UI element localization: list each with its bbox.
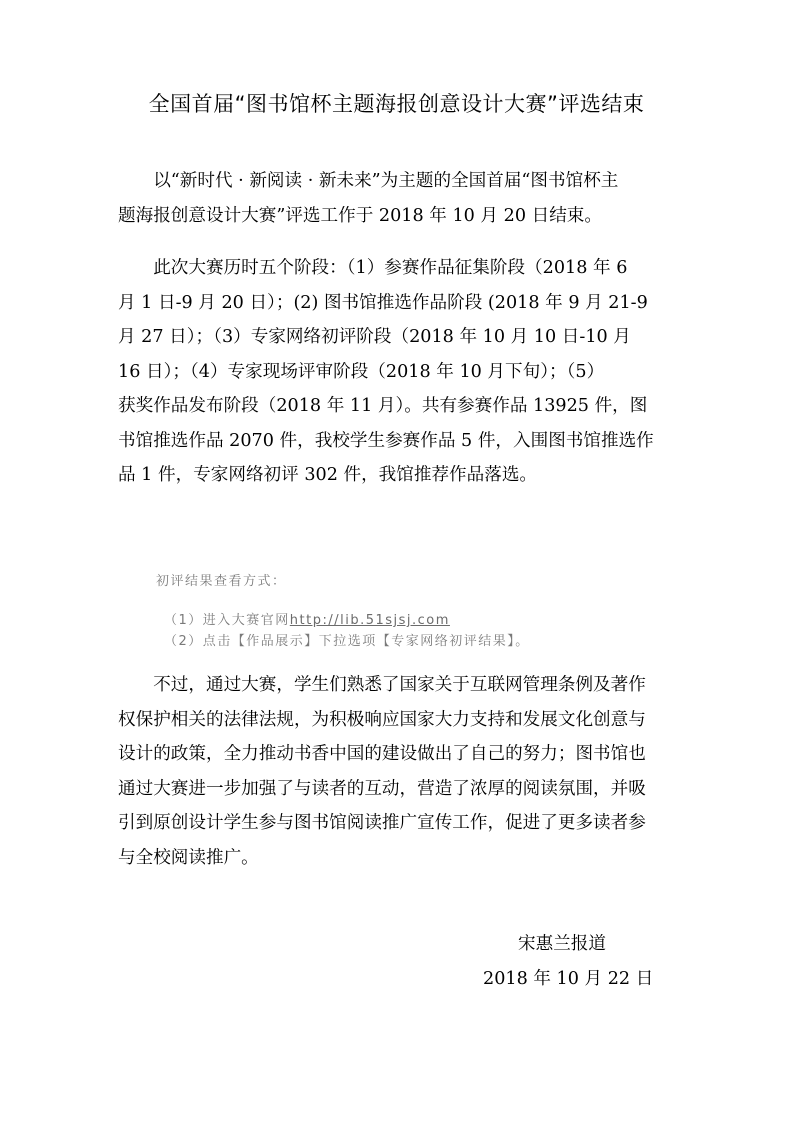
paragraph-line: 不过，通过大赛，学生们熟悉了国家关于互联网管理条例及著作	[118, 675, 646, 695]
paragraph-line: 设计的政策，全力推动书香中国的建设做出了自己的努力；图书馆也	[118, 744, 646, 764]
paragraph-line: 月 1 日-9 月 20 日）；(2) 图书馆推选作品阶段 (2018 年 9 月 21-9	[118, 292, 648, 313]
paragraph-line: 获奖作品发布阶段（2018 年 11 月）。共有参赛作品 13925 件，图	[118, 396, 648, 416]
paragraph-line: 与全校阅读推广。	[118, 847, 259, 868]
paragraph-line: 月 27 日）；（3）专家网络初评阶段（2018 年 10 月 10 日-10 月	[118, 327, 631, 347]
paragraph-stages	[118, 251, 680, 493]
paragraph-conclusion	[118, 668, 680, 875]
paragraph-line: 权保护相关的法律法规，为积极响应国家大力支持和发展文化创意与	[118, 709, 646, 730]
note-title: 初评结果查看方式：	[156, 574, 287, 589]
paragraph-line: 通过大赛进一步加强了与读者的互动，营造了浓厚的阅读氛围，并吸	[118, 778, 646, 799]
paragraph-intro	[118, 164, 680, 233]
note-line-steps: （2）点击【作品展示】下拉选项【专家网络初评结果】。	[164, 634, 530, 649]
website-link[interactable]: http://lib.51sjsj.com	[289, 613, 450, 628]
report-date: 2018 年 10 月 22 日	[483, 969, 654, 989]
document-title: 全国首届“图书馆杯主题海报创意设计大赛”评选结束	[148, 92, 645, 116]
note-line-prefix: （1）进入大赛官网	[164, 613, 290, 628]
paragraph-line: 品 1 件，专家网络初评 302 件，我馆推荐作品落选。	[118, 465, 538, 485]
paragraph-line: 此次大赛历时五个阶段：（1）参赛作品征集阶段（2018 年 6	[118, 258, 628, 278]
note-line-website	[164, 609, 450, 628]
paragraph-line: 16 日）；（4）专家现场评审阶段（2018 年 10 月下旬）；（5）	[118, 361, 605, 382]
paragraph-line: 以“新时代 · 新阅读 · 新未来”为主题的全国首届“图书馆杯主	[118, 171, 619, 191]
paragraph-line: 引到原创设计学生参与图书馆阅读推广宣传工作，促进了更多读者参	[118, 813, 646, 833]
author-byline: 宋惠兰报道	[518, 934, 606, 954]
paragraph-line: 题海报创意设计大赛”评选工作于 2018 年 10 月 20 日结束。	[118, 205, 602, 226]
paragraph-line: 书馆推选作品 2070 件，我校学生参赛作品 5 件，入围图书馆推选作	[118, 430, 654, 451]
